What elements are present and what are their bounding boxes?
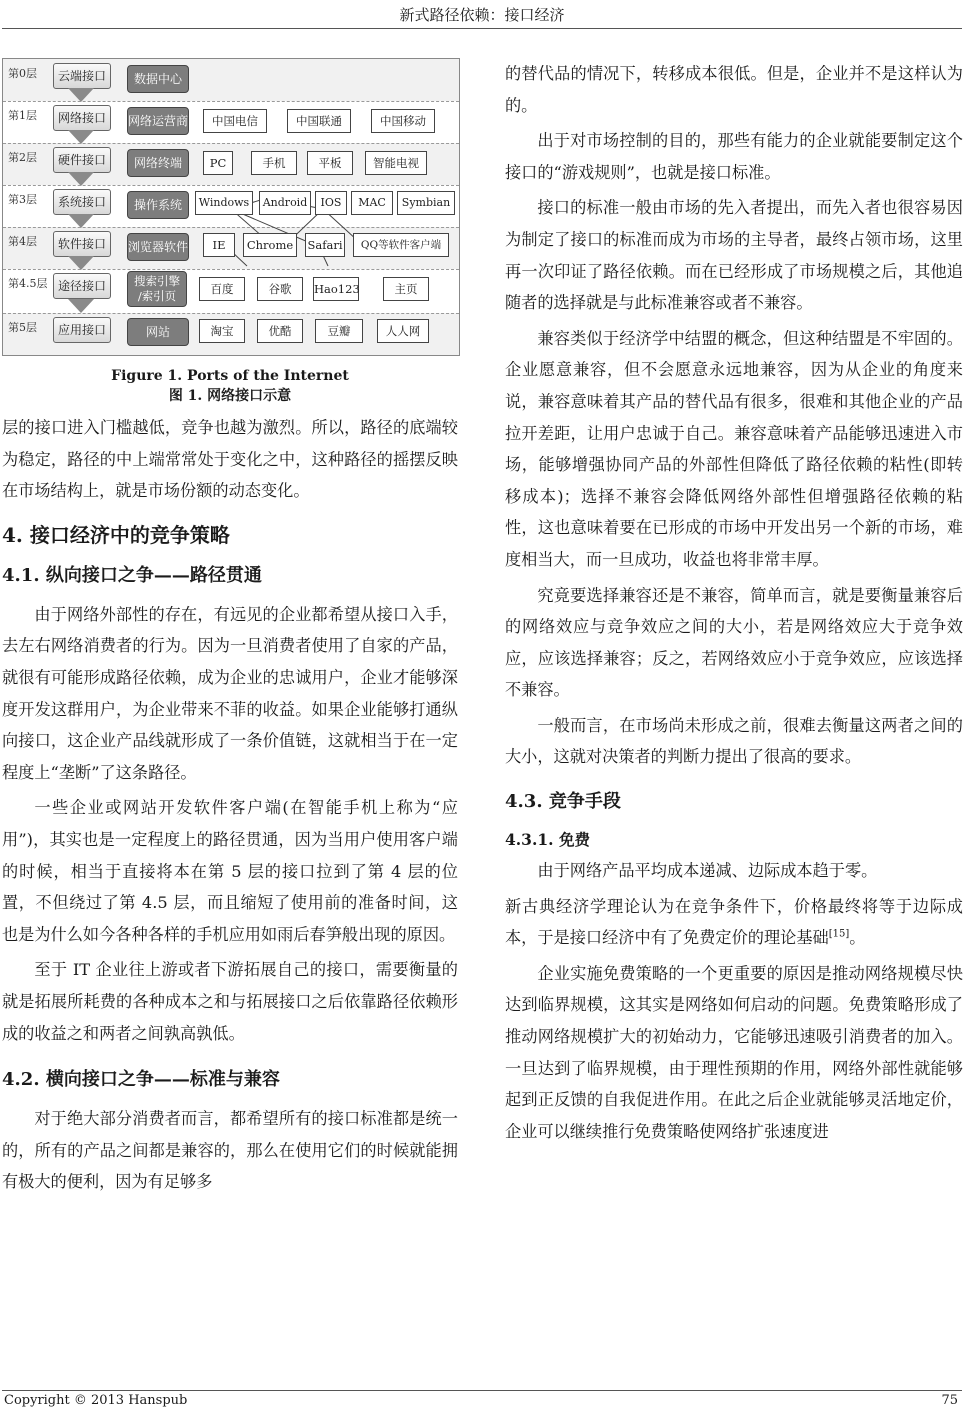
node-box: 淘宝 bbox=[199, 319, 245, 343]
node-box: 中国电信 bbox=[203, 109, 267, 133]
citation-ref: [15] bbox=[828, 928, 850, 940]
paragraph: 接口的标准一般由市场的先入者提出，而先入者也很容易因为制定了接口的标准而成为市场的主导者，最终占领市场，这里再一次印证了路径依赖。而在已经形成了市场规模之后，其他追随者的选择就是与此标准兼容或者不兼容。 bbox=[505, 198, 963, 313]
paragraph: 层的接口进入门槛越低，竞争也越为激烈。所以，路径的底端较为稳定，路径的中上端常常处于变化之中，这种路径的摇摆反映在市场结构上，就是市场份额的动态变化。 bbox=[2, 418, 458, 501]
subsubsection-heading: 4.3.1. 免费 bbox=[505, 830, 590, 850]
category-box: 网站 bbox=[127, 318, 189, 346]
port-box: 应用接口 bbox=[53, 317, 111, 343]
node-box: 谷歌 bbox=[257, 277, 303, 301]
figure-caption-zh: 图 1. 网络接口示意 bbox=[168, 388, 292, 404]
layer-label: 第2层 bbox=[8, 151, 37, 164]
figure-caption bbox=[2, 366, 458, 406]
subsection-heading: 4.3. 竞争手段 bbox=[505, 791, 621, 813]
node-box: 智能电视 bbox=[365, 151, 427, 175]
port-box: 软件接口 bbox=[53, 231, 111, 257]
node-box: 中国移动 bbox=[371, 109, 435, 133]
node-box: 优酷 bbox=[257, 319, 303, 343]
left-column bbox=[2, 58, 458, 1202]
layer-label: 第3层 bbox=[8, 193, 37, 206]
paragraph: 一些企业或网站开发软件客户端(在智能手机上称为“应用”)，其实也是一定程度上的路径贯通，因为当用户使用客户端的时候，相当于直接将本在第 5 层的接口拉到了第 4 层的位置，不但绕过了第 4.5 层，而且缩短了使用前的准备时间，这也是为什么如今各种各样的手机应用如雨后春笋般出现的原因。 bbox=[2, 798, 458, 944]
subsection-heading: 4.2. 横向接口之争——标准与兼容 bbox=[2, 1069, 280, 1091]
layer-label: 第0层 bbox=[8, 67, 37, 80]
down-arrow-icon bbox=[68, 256, 94, 270]
paragraph: 对于绝大部分消费者而言，都希望所有的接口标准都是统一的，所有的产品之间都是兼容的，那么在使用它们的时候就能拥有极大的便利，因为有足够多 bbox=[2, 1109, 458, 1192]
paragraph: 企业实施免费策略的一个更重要的原因是推动网络规模尽快达到临界规模，这其实是网络如何启动的问题。免费策略形成了推动网络规模扩大的初始动力，它能够迅速吸引消费者的加入。一旦达到了临界规模，由于理性预期的作用，网络外部性就能够起到正反馈的自我促进作用。在此之后企业就能够灵活地定价，企业可以继续推行免费策略使网络扩张速度进 bbox=[505, 963, 963, 1141]
node-box: Hao123 bbox=[313, 277, 359, 301]
paragraph bbox=[505, 891, 963, 954]
paragraph-text: 。 bbox=[849, 928, 866, 948]
port-box: 网络接口 bbox=[53, 105, 111, 131]
layer-label: 第5层 bbox=[8, 321, 37, 334]
node-box: Chrome bbox=[243, 233, 297, 257]
node-box: IOS bbox=[315, 191, 347, 215]
subsection-heading: 4.1. 纵向接口之争——路径贯通 bbox=[2, 564, 262, 586]
down-arrow-icon bbox=[68, 88, 94, 102]
node-box: 豆瓣 bbox=[315, 319, 363, 343]
paragraph: 的替代品的情况下，转移成本很低。但是，企业并不是这样认为的。 bbox=[505, 64, 963, 115]
layer-label: 第1层 bbox=[8, 109, 37, 122]
right-column bbox=[505, 58, 963, 1151]
paragraph: 一般而言，在市场尚未形成之前，很难去衡量这两者之间的大小，这就对决策者的判断力提出了很高的要求。 bbox=[505, 715, 963, 767]
node-box: 百度 bbox=[199, 277, 245, 301]
footer-rule bbox=[2, 1390, 962, 1391]
paragraph-text: 新古典经济学理论认为在竞争条件下，价格最终将等于边际成本，于是接口经济中有了免费定价的理论基础 bbox=[505, 896, 963, 948]
node-box: 人人网 bbox=[377, 319, 429, 343]
category-box-search bbox=[127, 271, 187, 307]
paragraph: 兼容类似于经济学中结盟的概念，但这种结盟是不牢固的。企业愿意兼容，但不会愿意永远地兼容，因为从企业的角度来说，兼容意味着其产品的替代品有很多，很难和其他企业的产品拉开差距，让用户忠诚于自己。兼容意味着产品能够迅速进入市场，能够增强协同产品的外部性但降低了路径依赖的粘性(即转移成本)；选择不兼容会降低网络外部性但增强路径依赖的粘性，这也意味着要在已形成的市场中开发出另一个新的市场，难度相当大，而一旦成功，收益也将非常丰厚。 bbox=[505, 328, 963, 569]
category-box: 数据中心 bbox=[127, 65, 189, 93]
running-head: 新式路径依赖：接口经济 bbox=[399, 6, 565, 24]
node-box: MAC bbox=[351, 191, 393, 215]
page-number: 75 bbox=[941, 1393, 958, 1408]
category-box: 操作系统 bbox=[127, 191, 189, 219]
down-arrow-icon bbox=[68, 299, 94, 313]
paragraph: 至于 IT 企业往上游或者下游拓展自己的接口，需要衡量的就是拓展所耗费的各种成本之和与拓展接口之后依靠路径依赖形成的收益之和两者之间孰高孰低。 bbox=[2, 960, 458, 1043]
header-rule bbox=[2, 28, 962, 29]
node-box: Windows bbox=[195, 191, 253, 215]
category-line: 搜索引擎 bbox=[134, 274, 180, 288]
node-box: Android bbox=[259, 191, 311, 215]
node-box: 手机 bbox=[251, 151, 297, 175]
down-arrow-icon bbox=[68, 130, 94, 144]
port-box: 硬件接口 bbox=[53, 147, 111, 173]
node-box: 中国联通 bbox=[287, 109, 351, 133]
node-box: IE bbox=[203, 233, 235, 257]
node-box: PC bbox=[203, 151, 233, 175]
layer-label: 第4层 bbox=[8, 235, 37, 248]
copyright: Copyright © 2013 Hanspub bbox=[4, 1393, 188, 1408]
port-box: 系统接口 bbox=[53, 189, 111, 215]
node-box: QQ等软件客户端 bbox=[353, 233, 449, 257]
paragraph: 究竟要选择兼容还是不兼容，简单而言，就是要衡量兼容后的网络效应与竞争效应之间的大小，若是网络效应大于竞争效应，应该选择兼容；反之，若网络效应小于竞争效应，应该选择不兼容。 bbox=[505, 585, 963, 700]
paragraph: 由于网络产品平均成本递减、边际成本趋于零。 bbox=[537, 861, 878, 881]
port-box: 途径接口 bbox=[53, 273, 111, 299]
category-box: 网络运营商 bbox=[127, 107, 189, 135]
paragraph: 由于网络外部性的存在，有远见的企业都希望从接口入手，去左右网络消费者的行为。因为一旦消费者使用了自家的产品，就很有可能形成路径依赖，成为企业的忠诚用户，企业才能够深度开发这群用户，为企业带来不菲的收益。如果企业能够打通纵向接口，这企业产品线就形成了一条价值链，这就相当于在一定程度上“垄断”了这条路径。 bbox=[2, 604, 458, 782]
port-box: 云端接口 bbox=[53, 63, 111, 89]
figure-network-ports bbox=[2, 58, 460, 356]
section-heading: 4. 接口经济中的竞争策略 bbox=[2, 522, 230, 547]
figure-caption-en: Figure 1. Ports of the Internet bbox=[111, 368, 349, 384]
down-arrow-icon bbox=[68, 214, 94, 228]
node-box: 平板 bbox=[307, 151, 353, 175]
down-arrow-icon bbox=[68, 172, 94, 186]
category-line: /索引页 bbox=[137, 289, 177, 303]
paragraph: 出于对市场控制的目的，那些有能力的企业就能要制定这个接口的“游戏规则”，也就是接口标准。 bbox=[505, 131, 963, 182]
node-box: Symbian bbox=[397, 191, 455, 215]
category-box: 浏览器软件 bbox=[127, 233, 189, 261]
layer-label: 第4.5层 bbox=[8, 277, 48, 290]
category-box: 网络终端 bbox=[127, 149, 189, 177]
node-box: 主页 bbox=[383, 277, 429, 301]
node-box: Safari bbox=[305, 233, 345, 257]
